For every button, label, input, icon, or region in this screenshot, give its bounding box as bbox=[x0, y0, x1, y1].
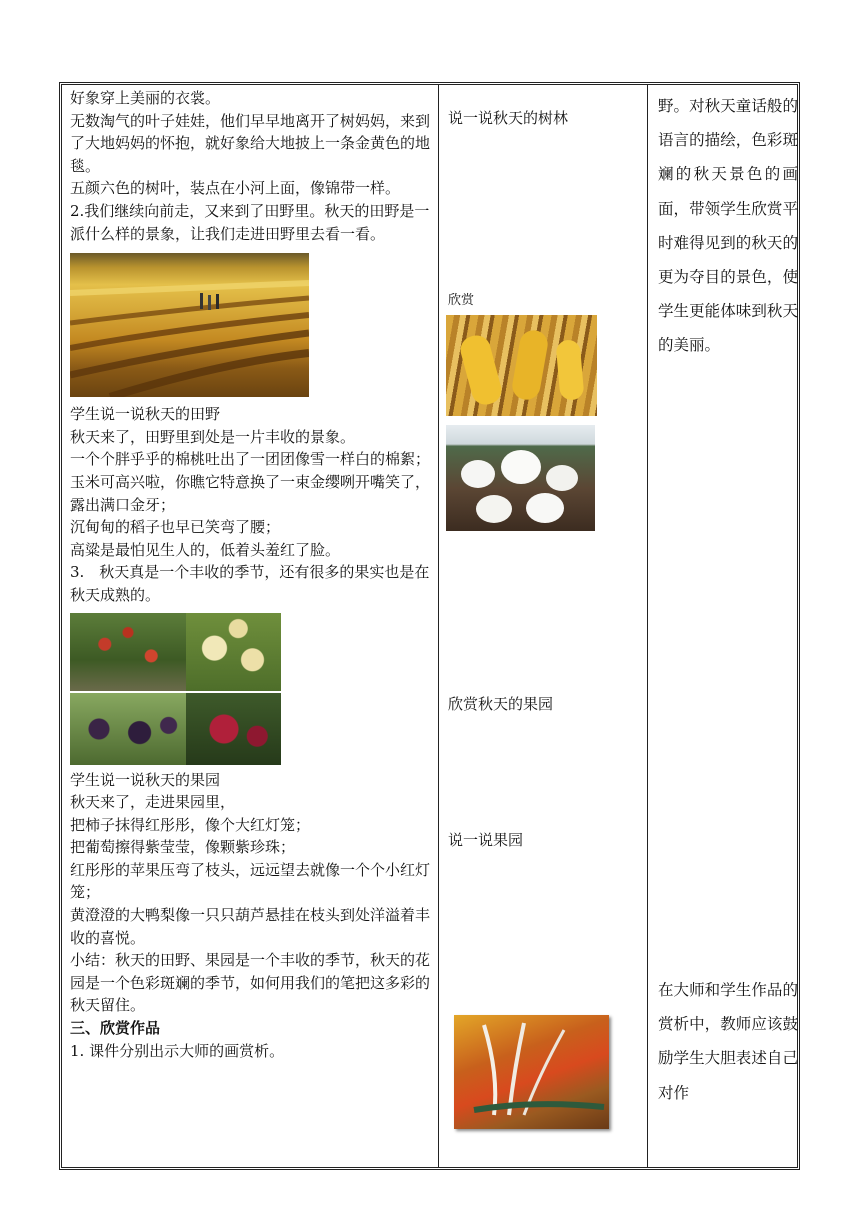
master-painting-image bbox=[454, 1015, 609, 1129]
text-paragraph: 无数淘气的叶子娃娃，他们早早地离开了树妈妈，来到了大地妈妈的怀抱，就好象给大地披上一条金黄色的地毯。 bbox=[70, 111, 431, 175]
text-paragraph: 一个个胖乎乎的棉桃吐出了一团团像雪一样白的棉絮； bbox=[70, 450, 431, 469]
cotton-image bbox=[446, 425, 595, 531]
activity-label: 说一说果园 bbox=[448, 831, 524, 849]
text-paragraph: 红彤彤的苹果压弯了枝头，远远望去就像一个个小红灯笼； bbox=[70, 860, 431, 902]
text-paragraph: 1. 课件分别出示大师的画赏析。 bbox=[70, 1041, 285, 1060]
field-harvest-image bbox=[70, 253, 309, 397]
design-intent-column bbox=[658, 89, 798, 1102]
teaching-process-column bbox=[70, 87, 436, 1062]
text-paragraph: 好象穿上美丽的衣裳。 bbox=[70, 89, 221, 107]
text-paragraph: 高粱是最怕见生人的，低着头羞红了脸。 bbox=[70, 540, 341, 559]
text-paragraph: 2.我们继续向前走，又来到了田野里。秋天的田野是一派什么样的景象，让我们走进田野里去看一看。 bbox=[70, 201, 430, 243]
corn-image bbox=[446, 315, 597, 416]
text-paragraph: 玉米可高兴啦，你瞧它特意换了一束金缨咧开嘴笑了，露出满口金牙； bbox=[70, 472, 431, 514]
text-paragraph: 小结：秋天的田野、果园是一个丰收的季节，秋天的花园是一个色彩斑斓的季节，如何用我们的笔把这多彩的秋天留住。 bbox=[70, 951, 431, 1015]
text-paragraph: 五颜六色的树叶，装点在小河上面，像锦带一样。 bbox=[70, 179, 401, 198]
text-paragraph: 黄澄澄的大鸭梨像一只只葫芦悬挂在枝头到处洋溢着丰收的喜悦。 bbox=[70, 906, 431, 947]
text-paragraph: 把葡萄擦得紫莹莹，像颗紫珍珠； bbox=[70, 838, 296, 857]
activity-label: 欣赏 bbox=[448, 293, 475, 308]
column-divider-1 bbox=[438, 85, 439, 1167]
text-paragraph: 学生说一说秋天的果园 bbox=[70, 770, 221, 789]
activity-label: 欣赏秋天的果园 bbox=[448, 695, 554, 713]
text-paragraph: 秋天来了，走进果园里， bbox=[70, 793, 236, 812]
text-paragraph: 秋天来了，田野里到处是一片丰收的景象。 bbox=[70, 427, 356, 446]
design-intent-text: 在大师和学生作品的赏析中，教师应该鼓励学生大胆表述自己对作 bbox=[658, 981, 798, 1102]
activity-label: 说一说秋天的树林 bbox=[448, 109, 569, 127]
design-intent-text: 野。对秋天童话般的语言的描绘，色彩斑斓的秋天景色的画面，带领学生欣赏平时难得见到的秋天的更为夺目的景色，使学生更能体味到秋天的美丽。 bbox=[658, 97, 798, 355]
column-divider-2 bbox=[647, 85, 648, 1167]
text-paragraph: 3. 秋天真是一个丰收的季节，还有很多的果实也是在秋天成熟的。 bbox=[70, 563, 430, 604]
orchard-collage-image bbox=[70, 613, 281, 765]
text-paragraph: 把柿子抹得红彤彤，像个大红灯笼； bbox=[70, 815, 311, 834]
lesson-table bbox=[59, 82, 800, 1170]
section-heading: 三、欣赏作品 bbox=[70, 1019, 161, 1038]
text-paragraph: 学生说一说秋天的田野 bbox=[70, 405, 221, 424]
text-paragraph: 沉甸甸的稻子也早已笑弯了腰； bbox=[70, 518, 281, 537]
